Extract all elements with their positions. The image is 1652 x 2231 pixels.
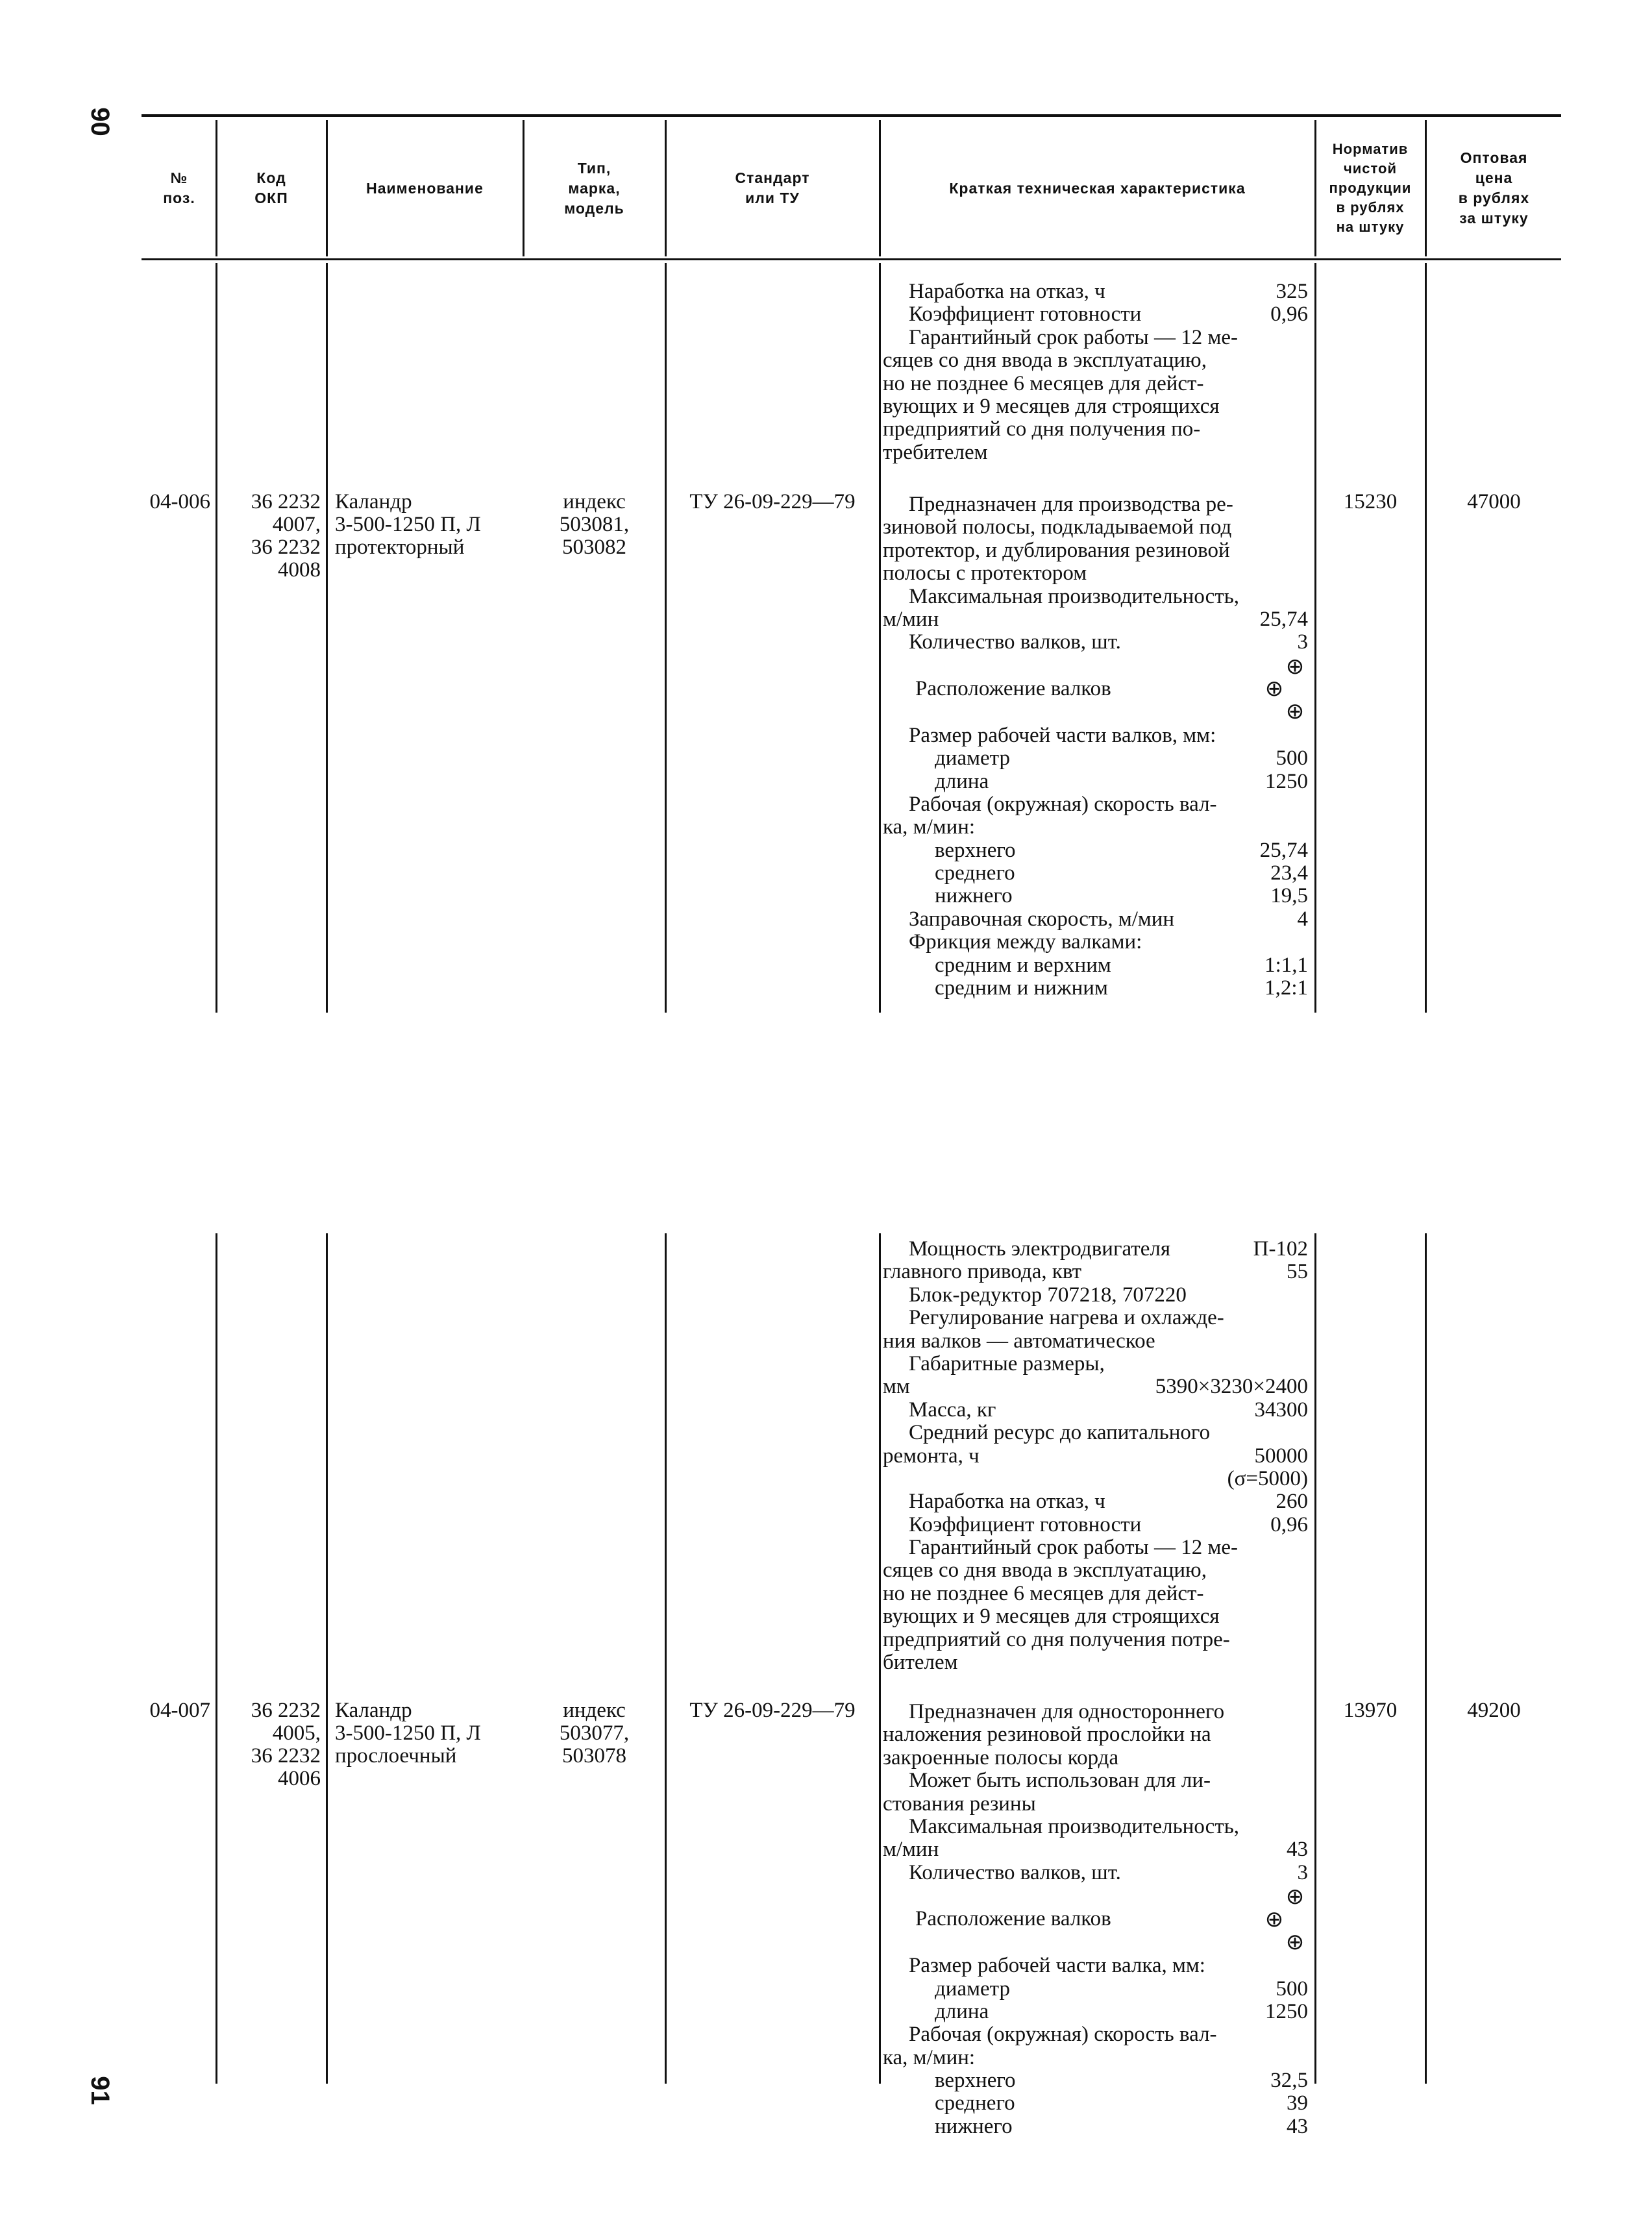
spec-line: [883, 1747, 1308, 1769]
spec-line: [883, 327, 1308, 349]
spec-line: [883, 770, 1308, 793]
spec-value: 500: [1276, 1977, 1308, 2001]
spec-line: [883, 1629, 1308, 1651]
col-line: [1314, 1233, 1316, 2084]
spec-text: требителем: [883, 441, 988, 464]
spec-text: Средний ресурс до капитального: [909, 1422, 1211, 1445]
spec-text: Может быть использован для ли-: [909, 1769, 1211, 1793]
spec-line: [883, 1353, 1308, 1375]
spec-line: [883, 1284, 1308, 1307]
col-line: [1425, 1233, 1427, 2084]
spec-text: ремонта, ч: [883, 1444, 980, 1468]
spec-line: [883, 2069, 1308, 2092]
spec-line: [883, 885, 1308, 907]
spec-text: диаметр: [935, 1977, 1010, 2001]
spec-text: м/мин: [883, 1838, 939, 1862]
spec-value: П-102: [1253, 1237, 1308, 1261]
spec-value: 50000: [1254, 1444, 1308, 1468]
spec-text: Коэффициент готовности: [909, 303, 1142, 327]
spec-line: [883, 2047, 1308, 2069]
spec-line: [883, 2001, 1308, 2023]
header-okp: Код ОКП: [254, 169, 288, 206]
roll-layout: [883, 1886, 1308, 1954]
table-top-rule: [142, 114, 1561, 117]
spec-line: [883, 1536, 1308, 1559]
spec-text: длина: [935, 770, 989, 793]
spec-text: Мощность электродвигателя: [909, 1238, 1171, 1261]
roll-layout: [883, 653, 1308, 725]
item-name: Каландр 3-500-1250 П, Л прослоечный: [335, 1699, 481, 1768]
spec-text: Предназначен для одностороннего: [909, 1701, 1225, 1723]
spec-text: м/мин: [883, 608, 939, 631]
spec-value: 43: [1287, 2114, 1308, 2138]
spec-line: [883, 2092, 1308, 2115]
spec-line: [883, 1399, 1308, 1422]
spec-line: [883, 1723, 1308, 1746]
spec-line: [883, 1238, 1308, 1261]
spec-continuation-bottom: [883, 1238, 1308, 1674]
spec-line: [883, 1651, 1308, 1674]
spec-text: длина: [935, 2000, 989, 2023]
item-norm: 15230: [1343, 490, 1398, 513]
spec-text: закроенные полосы корда: [883, 1746, 1119, 1769]
item-num: 04-007: [149, 1699, 210, 1722]
spec-text: Гарантийный срок работы — 12 ме-: [909, 1536, 1238, 1560]
header-spec: Краткая техническая характеристика: [949, 179, 1246, 197]
roll-layout-label: Расположение валков: [915, 676, 1111, 700]
item-standard: ТУ 26-09-229—79: [689, 490, 856, 513]
spec-line: [883, 493, 1308, 516]
spec-line: [883, 1330, 1308, 1353]
spec-text: но не позднее 6 месяцев для дейст-: [883, 372, 1204, 395]
spec-line: [883, 1445, 1308, 1468]
spec-line: [883, 585, 1308, 608]
roll-circle-icon: ⊕: [1285, 1929, 1305, 1955]
spec-value: 32,5: [1270, 2069, 1308, 2093]
header-col-sep: [523, 120, 524, 256]
spec-text: вующих и 9 месяцев для строящихся: [883, 1605, 1220, 1629]
spec-line: [883, 1261, 1308, 1283]
col-line: [879, 263, 881, 1013]
spec-text: Фрикция между валками:: [909, 931, 1142, 954]
spec-text: среднего: [935, 862, 1015, 885]
spec-line: [883, 931, 1308, 954]
spec-value: 43: [1287, 1838, 1308, 1862]
spec-text: зиновой полосы, подкладываемой под: [883, 516, 1232, 539]
spec-text: но не позднее 6 месяцев для дейст-: [883, 1582, 1204, 1605]
spec-text: среднего: [935, 2092, 1015, 2115]
spec-value: (σ=5000): [1227, 1466, 1308, 1490]
spec-line: [883, 816, 1308, 839]
spec-value: 19,5: [1270, 884, 1308, 908]
spec-text: Коэффициент готовности: [909, 1513, 1142, 1536]
spec-line: [883, 1490, 1308, 1513]
spec-text: бителем: [883, 1651, 958, 1675]
spec-line: [883, 441, 1308, 464]
spec-value: 34300: [1254, 1398, 1308, 1422]
item-price: 49200: [1467, 1699, 1521, 1722]
item-name: Каландр 3-500-1250 П, Л протекторный: [335, 490, 481, 559]
spec-text: Максимальная производительность,: [909, 585, 1240, 608]
spec-text: верхнего: [935, 2069, 1016, 2093]
spec-value: 23,4: [1270, 861, 1308, 885]
spec-line: [883, 562, 1308, 585]
header-price: Оптовая цена в рублях за штуку: [1458, 149, 1530, 227]
col-line: [1425, 263, 1427, 1013]
header-col-sep: [326, 120, 328, 256]
spec-text: ка, м/мин:: [883, 816, 976, 839]
header-col-sep: [1425, 120, 1427, 256]
item-num: 04-006: [149, 490, 210, 513]
spec-line: [883, 1793, 1308, 1816]
spec-line: [883, 1559, 1308, 1582]
spec-text: главного привода, квт: [883, 1261, 1082, 1284]
spec-text: Наработка на отказ, ч: [909, 1490, 1105, 1514]
spec-text: Габаритные размеры,: [909, 1352, 1105, 1375]
spec-line: [883, 516, 1308, 539]
spec-line: [883, 1375, 1308, 1398]
col-line: [216, 1233, 217, 2084]
spec-line: [883, 1954, 1308, 1977]
spec-text: Размер рабочей части валка, мм:: [909, 1954, 1205, 1978]
spec-value: 25,74: [1259, 838, 1308, 862]
col-line: [665, 263, 667, 1013]
roll-circle-icon: ⊕: [1264, 1906, 1284, 1932]
spec-value: 5390×3230×2400: [1155, 1375, 1308, 1399]
spec-line: [883, 954, 1308, 977]
spec-text: Масса, кг: [909, 1398, 996, 1422]
spec-text: вующих и 9 месяцев для строящихся: [883, 395, 1220, 418]
header-name: Наименование: [366, 179, 484, 197]
spec-line: [883, 862, 1308, 885]
spec-text: сяцев со дня ввода в эксплуатацию,: [883, 349, 1207, 373]
col-line: [665, 1233, 667, 2084]
header-type: Тип, марка, модель: [564, 159, 624, 217]
spec-text: ка, м/мин:: [883, 2046, 976, 2069]
spec-line: [883, 793, 1308, 816]
header-col-sep: [665, 120, 667, 256]
spec-value: 500: [1276, 746, 1308, 770]
header-bottom-rule: [142, 258, 1561, 260]
spec-line: [883, 349, 1308, 372]
spec-value: 25,74: [1259, 607, 1308, 631]
spec-text: предприятий со дня получения по-: [883, 418, 1201, 441]
col-line: [326, 263, 328, 1013]
spec-line: [883, 303, 1308, 326]
spec-value: 4: [1297, 907, 1308, 931]
header-col-sep: [216, 120, 217, 256]
spec-line: [883, 1838, 1308, 1861]
item-spec: [883, 1701, 1308, 2138]
spec-text: средним и нижним: [935, 977, 1108, 1000]
header-col-sep: [879, 120, 881, 256]
roll-layout-label: Расположение валков: [915, 1907, 1111, 1931]
spec-text: мм: [883, 1375, 910, 1399]
roll-circle-icon: ⊕: [1285, 653, 1305, 680]
spec-value: 0,96: [1270, 302, 1308, 327]
spec-line: [883, 1862, 1308, 1884]
spec-value: 3: [1297, 630, 1308, 654]
spec-line: [883, 395, 1308, 418]
spec-text: нижнего: [935, 2115, 1013, 2138]
spec-value: 39: [1287, 2091, 1308, 2115]
item-spec: [883, 493, 1308, 1000]
spec-text: Рабочая (окружная) скорость вал-: [909, 2023, 1217, 2047]
item-standard: ТУ 26-09-229—79: [689, 1699, 856, 1722]
item-type: индекс 503081, 503082: [559, 490, 630, 559]
spec-line: [883, 1769, 1308, 1792]
spec-line: [883, 977, 1308, 1000]
item-price: 47000: [1467, 490, 1521, 513]
spec-line: [883, 418, 1308, 441]
roll-circle-icon: ⊕: [1285, 698, 1305, 725]
header-col-sep: [1314, 120, 1316, 256]
spec-text: Размер рабочей части валков, мм:: [909, 724, 1216, 747]
spec-line: [883, 631, 1308, 654]
spec-continuation-top: [883, 280, 1308, 464]
roll-circle-icon: ⊕: [1264, 676, 1284, 702]
spec-line: [883, 373, 1308, 395]
spec-value: 1250: [1265, 769, 1308, 793]
item-norm: 13970: [1343, 1699, 1398, 1722]
spec-value: 1250: [1265, 1999, 1308, 2023]
spec-line: [883, 747, 1308, 770]
spec-line: [883, 1816, 1308, 1838]
item-okp: 36 2232 4007, 36 2232 4008: [251, 490, 321, 582]
spec-line: [883, 1583, 1308, 1605]
spec-value: 55: [1287, 1260, 1308, 1284]
page-number-top: 90: [85, 106, 114, 136]
spec-line: [883, 1307, 1308, 1329]
spec-text: предприятий со дня получения потре-: [883, 1628, 1230, 1651]
item-type: индекс 503077, 503078: [559, 1699, 630, 1768]
spec-line: [883, 1701, 1308, 1723]
spec-line: [883, 1605, 1308, 1628]
col-line: [879, 1233, 881, 2084]
spec-line: [883, 2023, 1308, 2046]
spec-text: Наработка на отказ, ч: [909, 280, 1105, 303]
spec-text: сяцев со дня ввода в эксплуатацию,: [883, 1559, 1207, 1583]
spec-line: [883, 1468, 1308, 1490]
spec-text: Количество валков, шт.: [909, 631, 1121, 654]
spec-text: Количество валков, шт.: [909, 1861, 1121, 1884]
spec-line: [883, 839, 1308, 862]
col-line: [326, 1233, 328, 2084]
spec-text: стования резины: [883, 1792, 1036, 1816]
spec-line: [883, 908, 1308, 931]
spec-line: [883, 608, 1308, 631]
spec-line: [883, 724, 1308, 747]
spec-text: диаметр: [935, 747, 1010, 770]
spec-text: Гарантийный срок работы — 12 ме-: [909, 326, 1238, 349]
spec-value: 3: [1297, 1860, 1308, 1884]
spec-value: 325: [1276, 280, 1308, 303]
spec-line: [883, 539, 1308, 562]
spec-text: ния валков — автоматическое: [883, 1329, 1155, 1353]
header-standard: Стандарт или ТУ: [735, 169, 810, 206]
spec-value: 260: [1276, 1490, 1308, 1514]
spec-text: нижнего: [935, 885, 1013, 908]
spec-text: Предназначен для производства ре-: [909, 493, 1233, 516]
header-norm: Норматив чистой продукции в рублях на штуку: [1329, 141, 1412, 235]
spec-value: 0,96: [1270, 1512, 1308, 1536]
col-line: [1314, 263, 1316, 1013]
spec-text: Рабочая (окружная) скорость вал-: [909, 793, 1217, 816]
roll-circle-icon: ⊕: [1285, 1884, 1305, 1910]
spec-text: средним и верхним: [935, 954, 1111, 977]
header-num: № поз.: [163, 169, 195, 206]
spec-line: [883, 1978, 1308, 2001]
spec-line: [883, 1514, 1308, 1536]
col-line: [216, 263, 217, 1013]
spec-text: наложения резиновой прослойки на: [883, 1723, 1211, 1747]
spec-line: [883, 280, 1308, 303]
spec-value: 1,2:1: [1264, 976, 1308, 1000]
spec-value: 1:1,1: [1264, 953, 1308, 977]
spec-text: Заправочная скорость, м/мин: [909, 907, 1175, 931]
spec-text: полосы с протектором: [883, 562, 1087, 585]
spec-line: [883, 2115, 1308, 2138]
page-number-bottom: 91: [85, 2075, 114, 2105]
item-okp: 36 2232 4005, 36 2232 4006: [251, 1699, 321, 1790]
spec-text: протектор, и дублирования резиновой: [883, 539, 1230, 562]
spec-text: верхнего: [935, 839, 1016, 862]
spec-line: [883, 1422, 1308, 1444]
spec-text: Регулирование нагрева и охлажде-: [909, 1307, 1224, 1330]
spec-text: Максимальная производительность,: [909, 1815, 1240, 1838]
spec-text: Блок-редуктор 707218, 707220: [909, 1283, 1187, 1307]
